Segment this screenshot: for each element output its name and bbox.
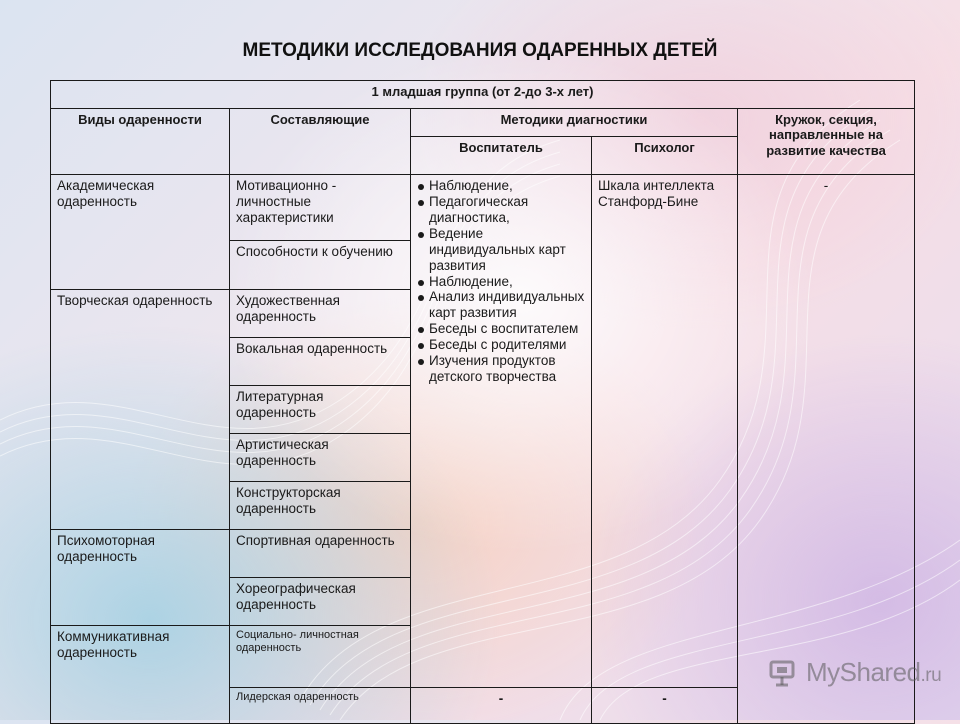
header-components: Составляющие [230, 109, 411, 175]
educator-methods-list [417, 178, 585, 385]
leadership-psychologist-value: - [592, 688, 738, 724]
group-header-cell [51, 81, 915, 109]
watermark-ext: .ru [920, 664, 942, 686]
type-academic: Академическая одаренность [51, 175, 230, 290]
educator-methods-cell [411, 175, 592, 688]
educator-method-item: Наблюдение, [417, 178, 585, 194]
psychologist-method: Шкала интеллекта Станфорд-Бине [592, 175, 738, 688]
educator-method-item: Ведение индивидуальных карт развития [417, 226, 585, 274]
component-choreographic: Хореографическая одаренность [230, 578, 411, 626]
group-header: 1 младшая группа (от 2-до 3-х лет) [371, 84, 594, 99]
methods-table [50, 80, 915, 724]
leadership-educator-value: - [411, 688, 592, 724]
educator-method-item: Беседы с родителями [417, 337, 585, 353]
header-educator: Воспитатель [411, 137, 592, 175]
projector-logo-icon [768, 655, 802, 689]
component-vocal: Вокальная одаренность [230, 338, 411, 386]
watermark-text [806, 657, 941, 688]
header-clubs: Кружок, секция, направленные на развитие качества [738, 109, 915, 175]
component-artistic: Художественная одаренность [230, 290, 411, 338]
component-sports: Спортивная одаренность [230, 530, 411, 578]
watermark-name: MyShared [806, 656, 921, 687]
header-types: Виды одаренности [51, 109, 230, 175]
header-methods: Методики диагностики [411, 109, 738, 137]
educator-method-item: Педагогическая диагностика, [417, 194, 585, 226]
component-social: Социально- личностная одаренность [230, 626, 411, 688]
component-learning: Способности к обучению [230, 241, 411, 290]
type-communicative: Коммуникативная одаренность [51, 626, 230, 724]
component-motivational: Мотивационно - личностные характеристики [230, 175, 411, 241]
clubs-value: - [738, 175, 915, 724]
educator-method-item: Беседы с воспитателем [417, 321, 585, 337]
component-leadership: Лидерская одаренность [230, 688, 411, 724]
educator-method-item: Изучения продуктов детского творчества [417, 353, 585, 385]
educator-method-item: Анализ индивидуальных карт развития [417, 289, 585, 321]
component-literary: Литературная одаренность [230, 386, 411, 434]
type-creative: Творческая одаренность [51, 290, 230, 530]
component-constructive: Конструкторская одаренность [230, 482, 411, 530]
component-acting: Артистическая одаренность [230, 434, 411, 482]
header-psychologist: Психолог [592, 137, 738, 175]
page-title: МЕТОДИКИ ИССЛЕДОВАНИЯ ОДАРЕННЫХ ДЕТЕЙ [242, 40, 718, 61]
educator-method-item: Наблюдение, [417, 274, 585, 290]
type-psychomotor: Психомоторная одаренность [51, 530, 230, 626]
watermark [768, 655, 941, 689]
